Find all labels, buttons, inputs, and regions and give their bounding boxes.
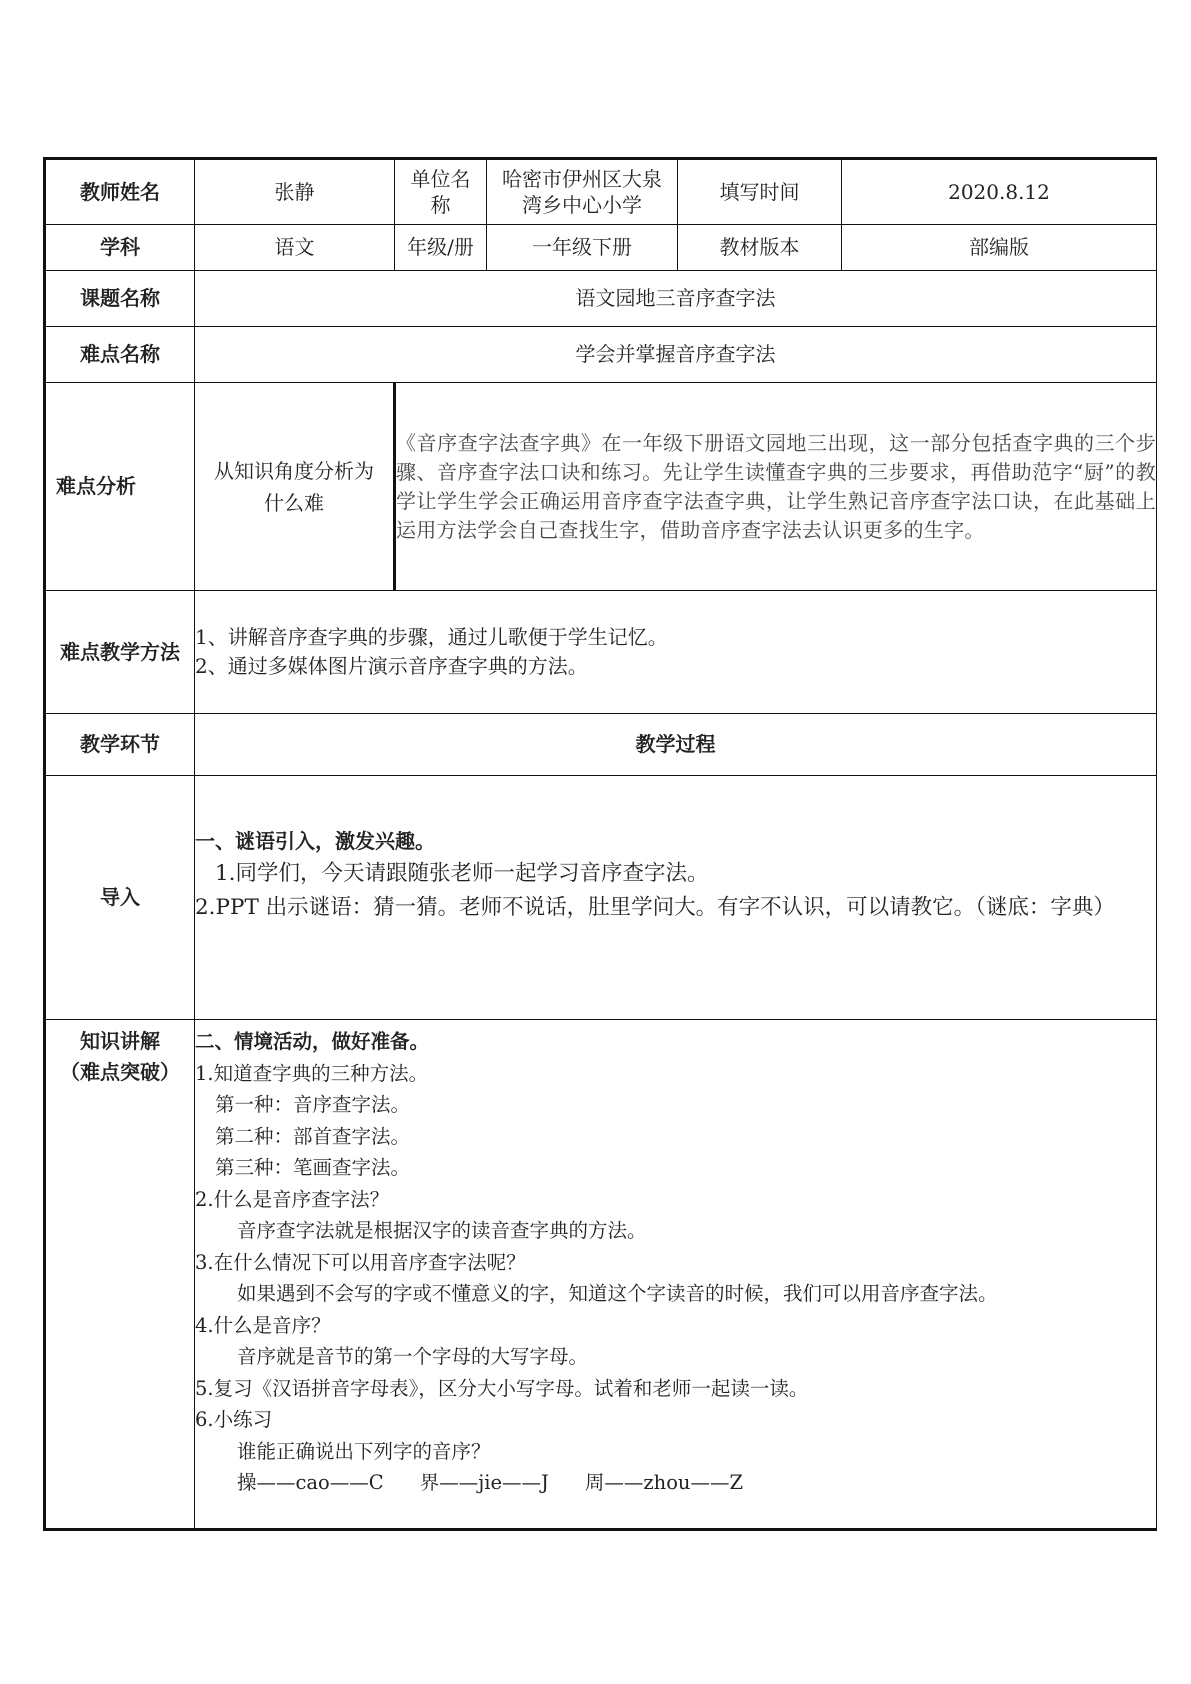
knowledge-label-line-1: 知识讲解	[80, 1029, 160, 1053]
process-step-header: 教学环节	[45, 714, 195, 776]
question-5: 5.复习《汉语拼音字母表》，区分大小写字母。试着和老师一起读一读。	[195, 1376, 809, 1400]
intro-row	[45, 776, 1157, 1020]
question-6: 6.小练习	[195, 1408, 273, 1431]
knowledge-row	[45, 1020, 1157, 1530]
knowledge-label-line-2: （难点突破）	[60, 1060, 180, 1084]
question-4: 4.什么是音序？	[195, 1313, 331, 1337]
method-2: 第二种：部首查字法。	[215, 1124, 411, 1148]
subject-label: 学科	[45, 225, 195, 271]
header-row	[45, 159, 1157, 225]
edition-label: 教材版本	[678, 225, 842, 271]
analysis-row	[45, 383, 1157, 591]
answer-3: 如果遇到不会写的字或不懂意义的字，知道这个字读音的时候，我们可以用音序查字法。	[237, 1282, 998, 1305]
difficulty-label: 难点名称	[45, 327, 195, 383]
intro-line-2: 2.PPT 出示谜语：猜一猜。老师不说话，肚里学问大。有字不认识，可以请教它。（谜底：字典）	[195, 894, 1115, 920]
subject-value: 语文	[195, 225, 395, 271]
method-item: 2、通过多媒体图片演示音序查字典的方法。	[195, 654, 588, 678]
edition-value: 部编版	[842, 225, 1157, 271]
topic-row	[45, 271, 1157, 327]
unit-value: 哈密市伊州区大泉湾乡中心小学	[487, 159, 678, 225]
intro-heading: 一、谜语引入，激发兴趣。	[195, 829, 435, 854]
exercise-line	[195, 1467, 1156, 1499]
answer-2: 音序查字法就是根据汉字的读音查字典的方法。	[237, 1219, 647, 1242]
topic-label: 课题名称	[45, 271, 195, 327]
grade-value: 一年级下册	[487, 225, 678, 271]
methods-content	[195, 591, 1157, 714]
methods-row	[45, 591, 1157, 714]
methods-label: 难点教学方法	[45, 591, 195, 714]
exercise-1: 操——cao——C	[237, 1471, 384, 1494]
intro-content	[195, 776, 1157, 1020]
date-label: 填写时间	[678, 159, 842, 225]
answer-6: 谁能正确说出下列字的音序？	[237, 1439, 491, 1463]
question-1: 1.知道查字典的三种方法。	[195, 1061, 429, 1085]
answer-4: 音序就是音节的第一个字母的大写字母。	[237, 1345, 589, 1368]
exercise-2: 界——jie——J	[419, 1471, 549, 1494]
knowledge-heading: 二、情境活动，做好准备。	[195, 1030, 430, 1053]
method-1: 第一种：音序查字法。	[215, 1093, 411, 1116]
lesson-plan-table	[43, 157, 1157, 1531]
analysis-label: 难点分析	[45, 383, 195, 591]
question-2: 2.什么是音序查字法？	[195, 1187, 390, 1211]
process-content-header: 教学过程	[195, 714, 1157, 776]
method-3: 第三种：笔画查字法。	[215, 1156, 411, 1179]
method-item: 1、讲解音序查字典的步骤，通过儿歌便于学生记忆。	[195, 625, 668, 649]
question-3: 3.在什么情况下可以用音序查字法呢？	[195, 1250, 526, 1274]
difficulty-value: 学会并掌握音序查字法	[195, 327, 1157, 383]
exercise-3: 周——zhou——Z	[584, 1471, 744, 1494]
difficulty-row	[45, 327, 1157, 383]
intro-line-1: 1.同学们，今天请跟随张老师一起学习音序查字法。	[215, 861, 709, 887]
subject-row	[45, 225, 1157, 271]
analysis-text: 《音序查字法查字典》在一年级下册语文园地三出现，这一部分包括查字典的三个步骤、音序查字法口诀和练习。先让学生读懂查字典的三步要求，再借助范字“厨”的教学让学生学会正确运用音序查字法查字典，让学生熟记音序查字法口诀，在此基础上运用方法学会自己查找生字，借助音序查字法去认识更多的生字。	[395, 383, 1157, 591]
date-value: 2020.8.12	[842, 159, 1157, 225]
analysis-sub-label: 从知识角度分析为什么难	[195, 383, 395, 591]
knowledge-label	[45, 1020, 195, 1530]
grade-label: 年级/册	[395, 225, 487, 271]
topic-value: 语文园地三音序查字法	[195, 271, 1157, 327]
knowledge-content	[195, 1020, 1157, 1530]
process-header-row	[45, 714, 1157, 776]
unit-label: 单位名称	[395, 159, 487, 225]
teacher-label: 教师姓名	[45, 159, 195, 225]
intro-label: 导入	[45, 776, 195, 1020]
teacher-value: 张静	[195, 159, 395, 225]
